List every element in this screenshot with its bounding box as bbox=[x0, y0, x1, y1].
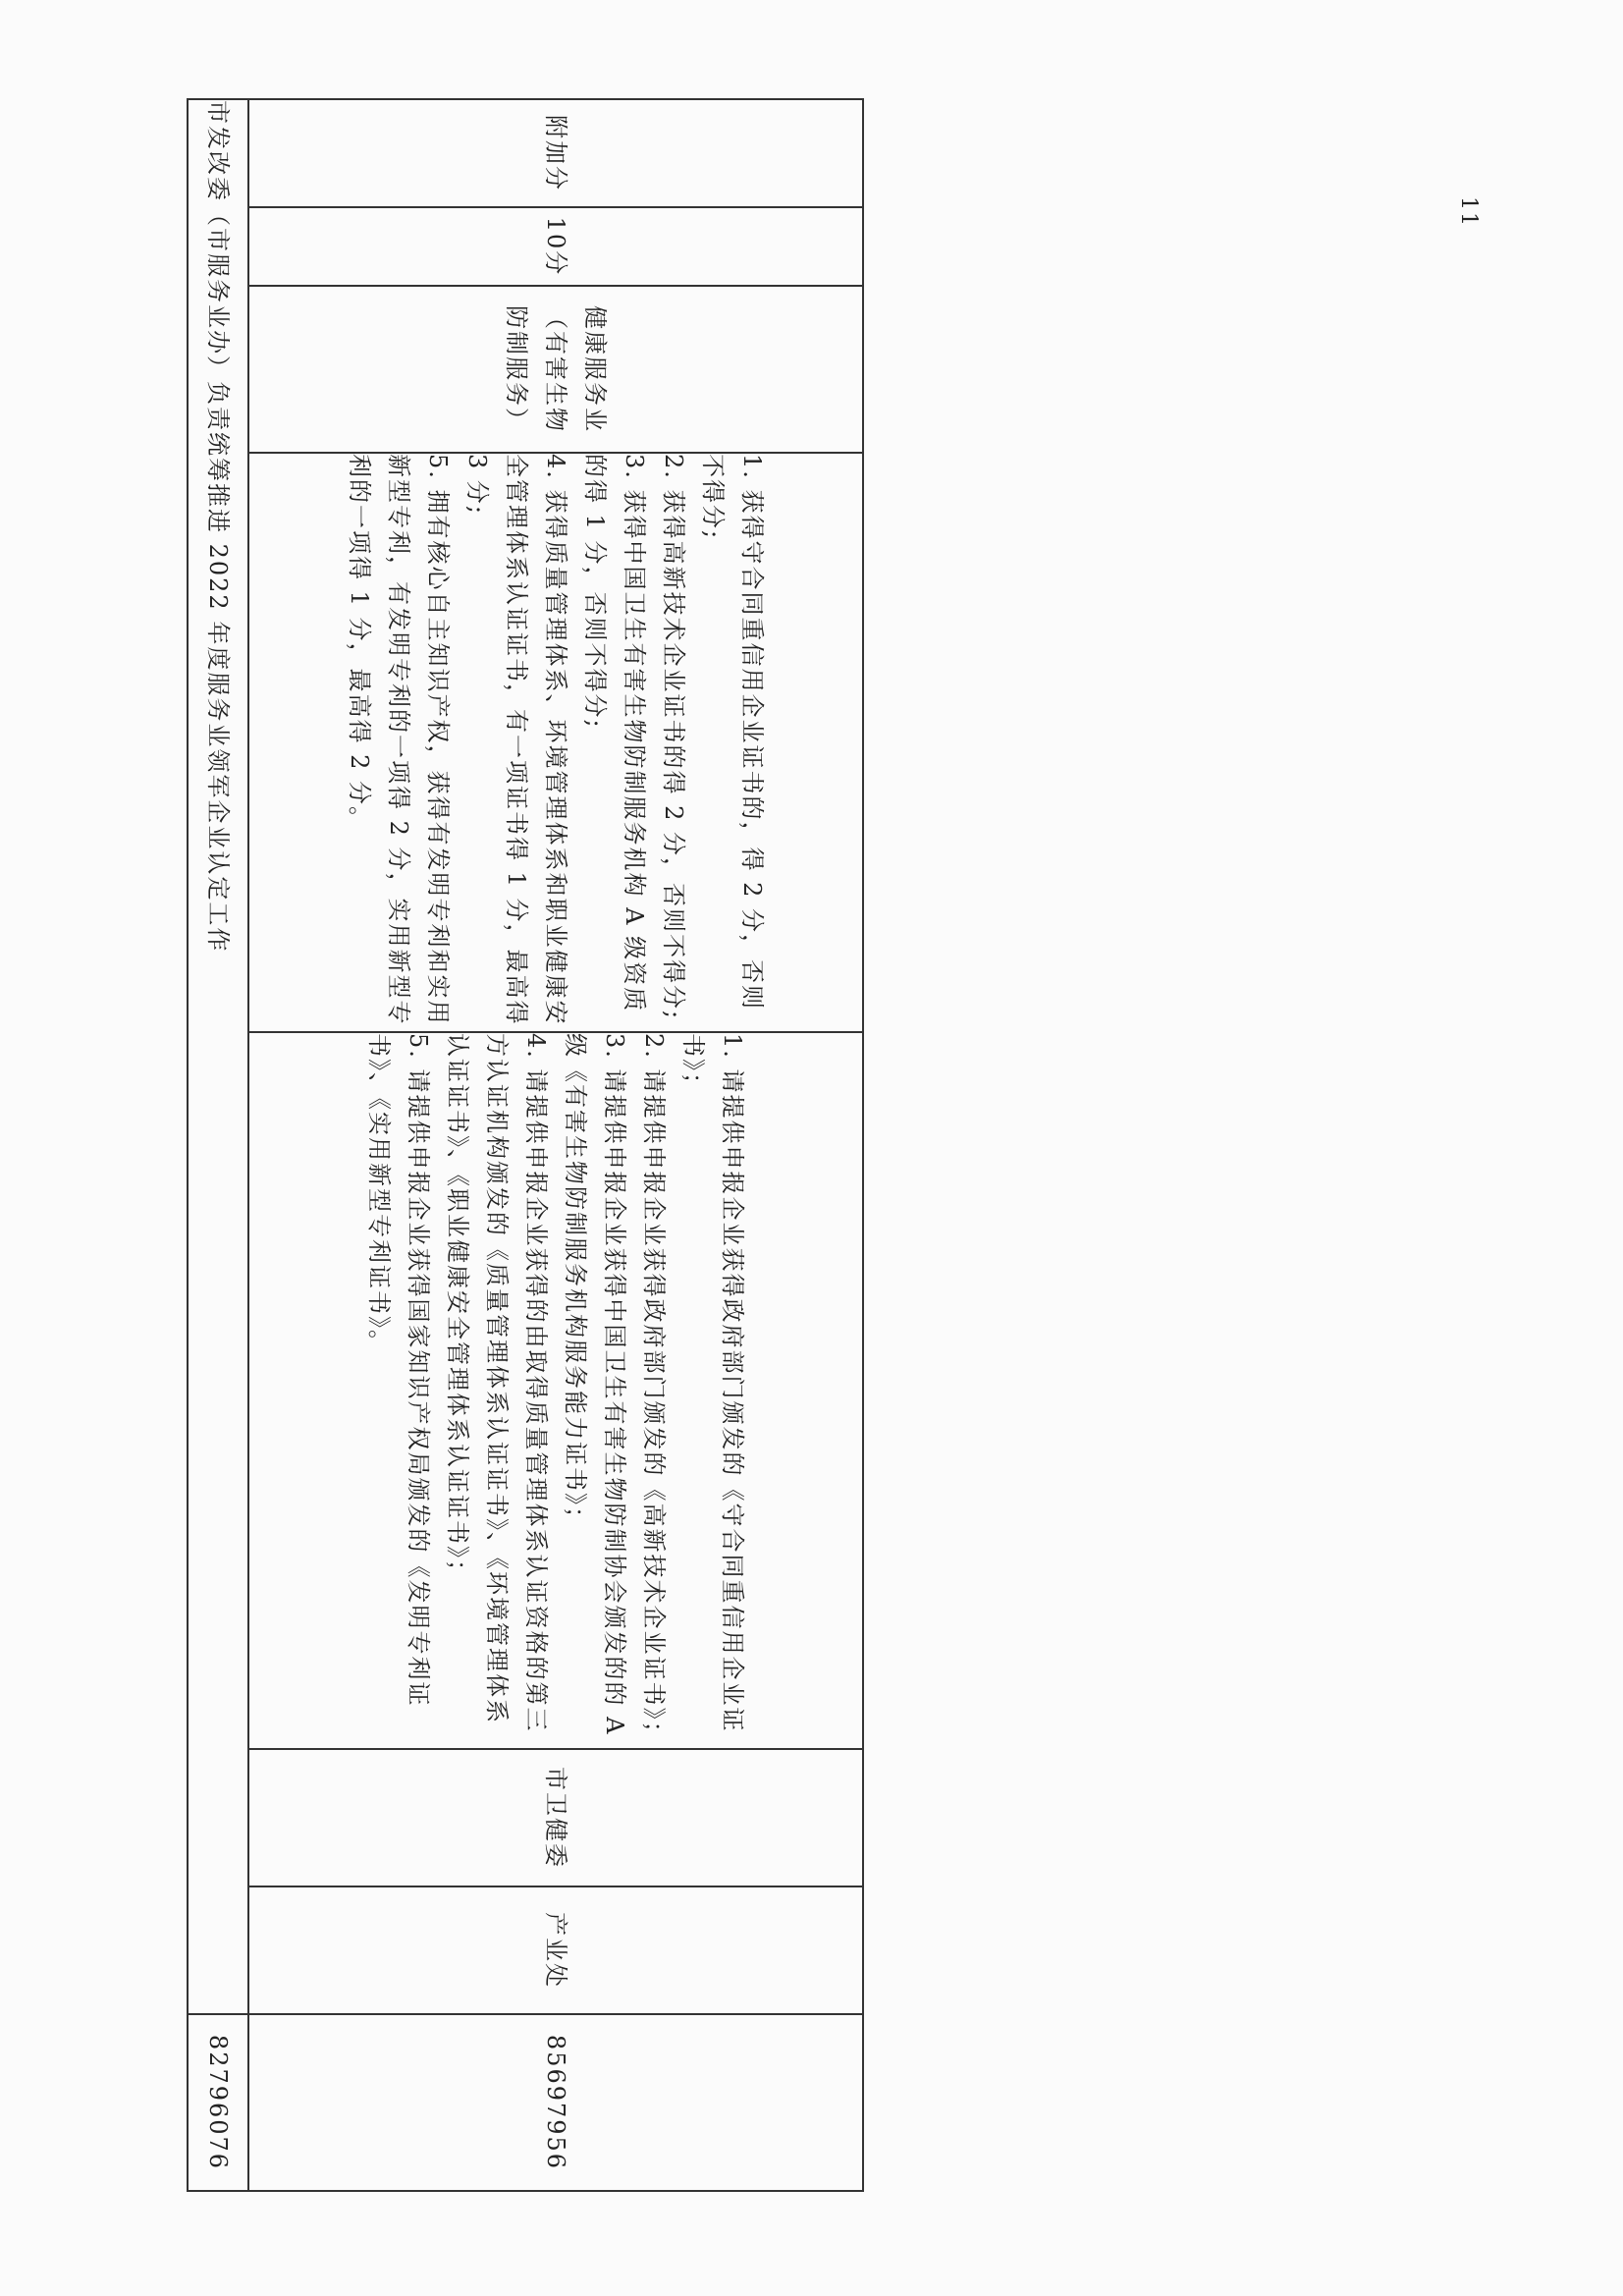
requirements-cell bbox=[248, 1032, 863, 1749]
rotated-table-sheet bbox=[187, 98, 864, 2190]
criteria-item: 5. 拥有核心自主知识产权，获得有发明专利和实用新型专利，有发明专利的一项得 2 分，实用新型专利的一项得 1 分，最高得 2 分。 bbox=[346, 454, 452, 1026]
footer-phone: 82796076 bbox=[188, 2014, 248, 2191]
industry-cell: 健康服务业（有害生物防制服务） bbox=[248, 286, 863, 453]
requirement-item: 5. 请提供申报企业获得国家知识产权局颁发的《发明专利证书》、《实用新型专利证书》。 bbox=[365, 1033, 432, 1708]
requirement-item: 4. 请提供申报企业获得的由取得质量管理体系认证资格的第三方认证机构颁发的《质量管理体系认证证书》、《环境管理体系认证证书》、《职业健康安全管理体系认证证书》； bbox=[444, 1033, 550, 1733]
points-cell: 10分 bbox=[248, 207, 863, 286]
department-cell: 市卫健委 bbox=[248, 1749, 863, 1886]
criteria-item: 4. 获得质量管理体系、环境管理体系和职业健康安全管理体系认证证书，有一项证书得 1 分，最高得 3 分; bbox=[463, 454, 569, 1026]
phone-cell: 85697956 bbox=[248, 2014, 863, 2191]
criteria-item: 3. 获得中国卫生有害生物防制服务机构 A 级资质的得 1 分，否则不得分; bbox=[581, 454, 648, 1013]
requirement-item: 1. 请提供申报企业获得政府部门颁发的《守合同重信用企业证书》； bbox=[679, 1033, 746, 1733]
page-number: 11 bbox=[1456, 196, 1481, 228]
criteria-item: 1. 获得守合同重信用企业证书的，得 2 分，否则不得分; bbox=[699, 454, 766, 1011]
table-row bbox=[248, 99, 863, 2191]
footer-text: 市发改委（市服务业办）负责统筹推进 2022 年度服务业领军企业认定工作 bbox=[188, 99, 248, 2014]
criteria-cell bbox=[248, 453, 863, 1032]
requirement-item: 3. 请提供申报企业获得中国卫生有害生物防制协会颁发的的 A 级《有害生物防制服务机构服务能力证书》； bbox=[562, 1033, 628, 1736]
footer-row bbox=[188, 99, 248, 2191]
division-cell: 产业处 bbox=[248, 1886, 863, 2014]
category-cell: 附加分 bbox=[248, 99, 863, 207]
criteria-item: 2. 获得高新技术企业证书的得 2 分，否则不得分; bbox=[660, 454, 687, 1021]
requirement-item: 2. 请提供申报企业获得政府部门颁发的《高新技术企业证书》； bbox=[640, 1033, 668, 1747]
criteria-table bbox=[187, 98, 864, 2192]
